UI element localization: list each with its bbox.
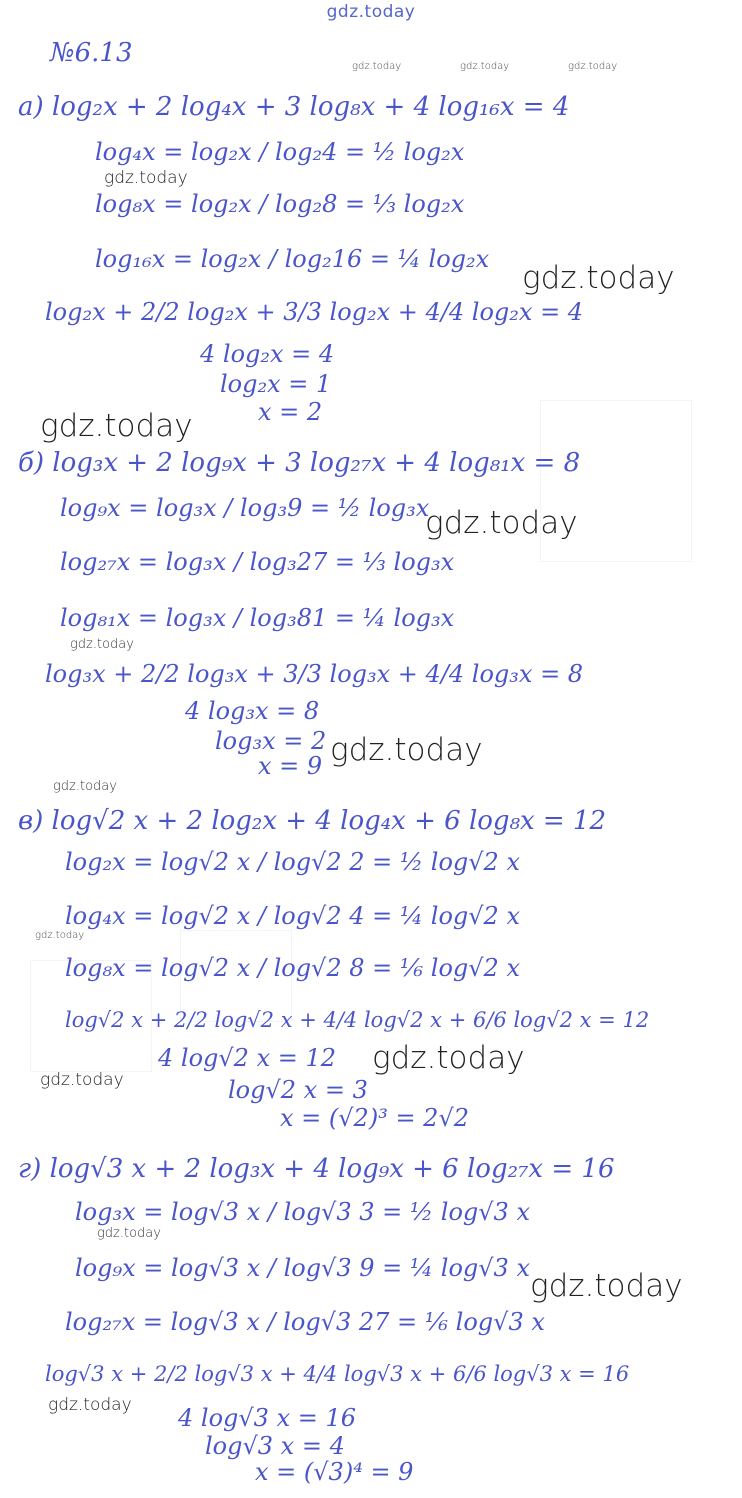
- part-b-step: log₉x = log₃x / log₃9 = ½ log₃x: [60, 494, 430, 522]
- part-a-step: log₄x = log₂x / log₂4 = ½ log₂x: [95, 138, 465, 166]
- part-d-equation: [18, 1154, 615, 1184]
- part-b-step: log₃x = 2: [215, 727, 327, 755]
- part-d-step: log₂₇x = log√3 x / log√3 27 = ⅙ log√3 x: [65, 1308, 545, 1336]
- part-a-step: log₈x = log₂x / log₂8 = ⅓ log₂x: [95, 190, 465, 218]
- part-a-step: log₂x = 1: [220, 370, 332, 398]
- watermark: gdz.today: [330, 732, 483, 768]
- watermark: gdz.today: [70, 637, 134, 652]
- part-d-step: log₉x = log√3 x / log√3 9 = ¼ log√3 x: [75, 1254, 530, 1282]
- part-d-step: x = (√3)⁴ = 9: [255, 1458, 414, 1486]
- part-c-step: log√2 x = 3: [228, 1076, 368, 1104]
- watermark: gdz.today: [425, 505, 578, 541]
- part-a-step: log₁₆x = log₂x / log₂16 = ¼ log₂x: [95, 245, 490, 273]
- watermark: gdz.today: [48, 1395, 132, 1415]
- part-c-step: 4 log√2 x = 12: [158, 1044, 337, 1072]
- part-b-step: 4 log₃x = 8: [185, 697, 320, 725]
- part-b-step: x = 9: [258, 752, 323, 780]
- part-a-step: log₂x + 2/2 log₂x + 3/3 log₂x + 4/4 log₂x = 4: [45, 298, 584, 326]
- watermark: gdz.today: [568, 61, 618, 72]
- part-a-equation: [18, 92, 569, 122]
- part-d-step: log₃x = log√3 x / log√3 3 = ½ log√3 x: [75, 1198, 530, 1226]
- part-c-step: log₄x = log√2 x / log√2 4 = ¼ log√2 x: [65, 902, 520, 930]
- part-d-step: 4 log√3 x = 16: [178, 1404, 357, 1432]
- watermark: gdz.today: [35, 930, 85, 941]
- part-b-step: log₃x + 2/2 log₃x + 3/3 log₃x + 4/4 log₃x = 8: [45, 660, 584, 688]
- watermark: gdz.today: [530, 1268, 683, 1304]
- part-c-step: log₂x = log√2 x / log√2 2 = ½ log√2 x: [65, 848, 520, 876]
- watermark: gdz.today: [40, 408, 193, 444]
- part-a-equation-text: log₂x + 2 log₄x + 3 log₈x + 4 log₁₆x = 4: [51, 92, 570, 122]
- part-d-step: log√3 x + 2/2 log√3 x + 4/4 log√3 x + 6/6 log√3 x = 16: [45, 1362, 630, 1386]
- part-b-equation: [18, 448, 580, 478]
- watermark: gdz.today: [352, 61, 402, 72]
- part-c-equation-text: log√2 x + 2 log₂x + 4 log₄x + 6 log₈x = 12: [51, 806, 607, 836]
- watermark: gdz.today: [522, 260, 675, 296]
- part-b-label: б): [18, 448, 45, 478]
- watermark: gdz.today: [460, 61, 510, 72]
- part-c-step: x = (√2)³ = 2√2: [280, 1104, 470, 1132]
- part-b-step: log₈₁x = log₃x / log₃81 = ¼ log₃x: [60, 604, 455, 632]
- part-c-equation: [18, 806, 606, 836]
- header-brand: gdz.today: [326, 2, 416, 22]
- part-a-step: x = 2: [258, 398, 323, 426]
- part-d-equation-text: log√3 x + 2 log₃x + 4 log₉x + 6 log₂₇x = 16: [49, 1154, 615, 1184]
- watermark: gdz.today: [53, 779, 117, 794]
- part-d-step: log√3 x = 4: [205, 1432, 345, 1460]
- part-b-step: log₂₇x = log₃x / log₃27 = ⅓ log₃x: [60, 548, 455, 576]
- problem-number: №6.13: [50, 38, 133, 68]
- watermark: gdz.today: [104, 168, 188, 188]
- part-a-step: 4 log₂x = 4: [200, 340, 335, 368]
- part-b-equation-text: log₃x + 2 log₉x + 3 log₂₇x + 4 log₈₁x = 8: [52, 448, 581, 478]
- part-a-label: а): [18, 92, 44, 122]
- part-d-label: г): [18, 1154, 42, 1184]
- part-c-step: log√2 x + 2/2 log√2 x + 4/4 log√2 x + 6/6 log√2 x = 12: [65, 1008, 650, 1032]
- part-c-step: log₈x = log√2 x / log√2 8 = ⅙ log√2 x: [65, 954, 520, 982]
- watermark: gdz.today: [372, 1040, 525, 1076]
- part-c-label: в): [18, 806, 44, 836]
- watermark: gdz.today: [40, 1070, 124, 1090]
- watermark: gdz.today: [97, 1226, 161, 1241]
